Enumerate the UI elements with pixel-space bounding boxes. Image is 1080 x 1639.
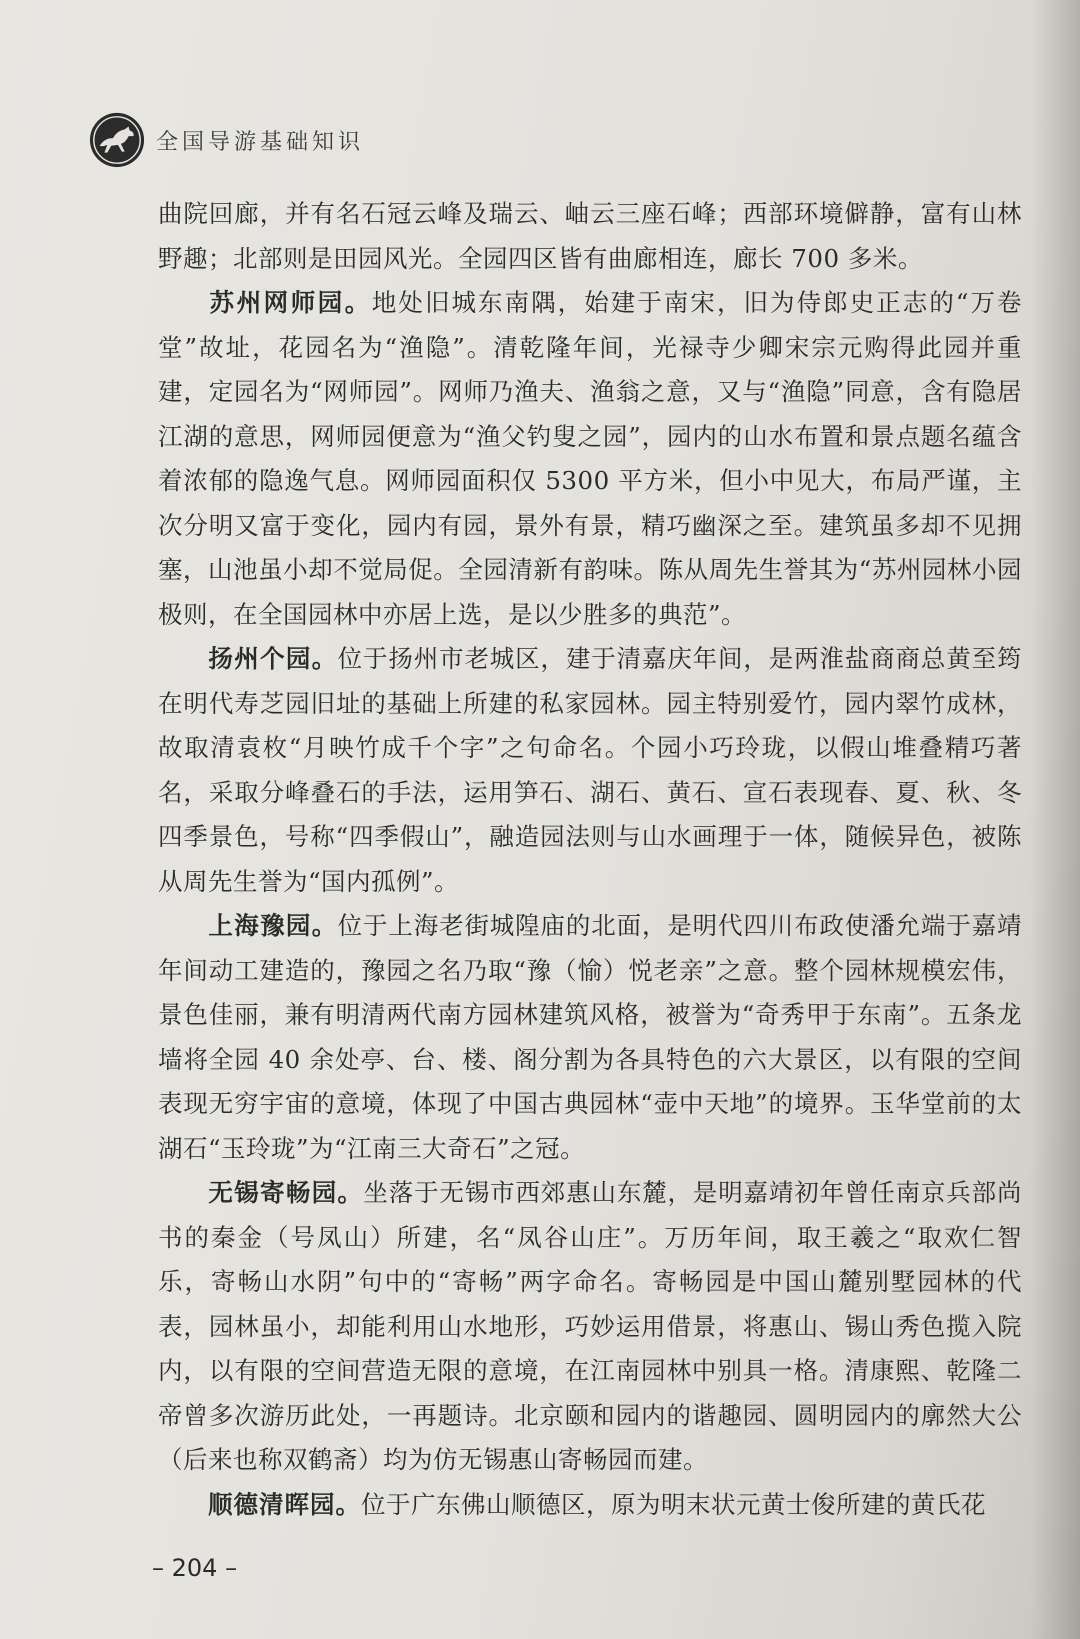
running-header <box>88 110 364 170</box>
paragraph <box>158 904 1022 1171</box>
paragraph-text: 位于广东佛山顺德区，原为明末状元黄士俊所建的黄氏花 <box>361 1489 986 1519</box>
paragraph <box>158 637 1022 904</box>
paragraph-term: 上海豫园。 <box>208 911 338 940</box>
body-text <box>158 192 1022 1527</box>
paragraph-term: 扬州个园。 <box>208 644 338 673</box>
paragraph <box>158 1171 1022 1483</box>
paragraph-text: 坐落于无锡市西郊惠山东麓，是明嘉靖初年曾任南京兵部尚书的秦金（号凤山）所建，名“凤谷山庄”。万历年间，取王羲之“取欢仁智乐，寄畅山水阴”句中的“寄畅”两字命名。寄畅园是中国山麓别墅园林的代表，园林虽小，却能利用山水地形，巧妙运用借景，将惠山、锡山秀色揽入院内，以有限的空间营造无限的意境，在江南园林中别具一格。清康熙、乾隆二帝曾多次游历此处，一再题诗。北京颐和园内的谐趣园、圆明园内的廓然大公（后来也称双鹤斋）均为仿无锡惠山寄畅园而建。 <box>158 1178 1022 1474</box>
paragraph-text: 曲院回廊，并有名石冠云峰及瑞云、岫云三座石峰；西部环境僻静，富有山林野趣；北部则是田园风光。全园四区皆有曲廊相连，廊长 700 多米。 <box>158 199 1022 273</box>
paragraph <box>158 281 1022 637</box>
header-title: 全国导游基础知识 <box>156 129 365 155</box>
paragraph-text: 位于扬州市老城区，建于清嘉庆年间，是两淮盐商商总黄至筠在明代寿芝园旧址的基础上所建的私家园林。园主特别爱竹，园内翠竹成林，故取清袁枚“月映竹成千个字”之句命名。个园小巧玲珑，以假山堆叠精巧著名，采取分峰叠石的手法，运用笋石、湖石、黄石、宣石表现春、夏、秋、冬四季景色，号称“四季假山”，融造园法则与山水画理于一体，随候异色，被陈从周先生誉为“国内孤例”。 <box>158 644 1022 896</box>
paragraph-term: 无锡寄畅园。 <box>208 1178 364 1207</box>
paragraph-text: 位于上海老街城隍庙的北面，是明代四川布政使潘允端于嘉靖年间动工建造的，豫园之名乃取“豫（愉）悦老亲”之意。整个园林规模宏伟，景色佳丽，兼有明清两代南方园林建筑风格，被誉为“奇秀甲于东南”。五条龙墙将全园 40 余处亭、台、楼、阁分割为各具特色的六大景区，以有限的空间表现无穷宇宙的意境，体现了中国古典园林“壶中天地”的境界。玉华堂前的太湖石“玉玲珑”为“江南三大奇石”之冠。 <box>158 911 1022 1163</box>
paragraph-term: 顺德清晖园。 <box>208 1489 361 1519</box>
paragraph <box>158 192 1022 281</box>
spine-shadow <box>1030 0 1080 1639</box>
paragraph-term: 苏州网师园。 <box>208 288 372 317</box>
paragraph <box>158 1483 1022 1528</box>
page-number: – 204 – <box>152 1554 238 1582</box>
paragraph-text: 地处旧城东南隅，始建于南宋，旧为侍郎史正志的“万卷堂”故址，花园名为“渔隐”。清乾隆年间，光禄寺少卿宋宗元购得此园并重建，定园名为“网师园”。网师乃渔夫、渔翁之意，又与“渔隐”同意，含有隐居江湖的意思，网师园便意为“渔父钓叟之园”，园内的山水布置和景点题名蕴含着浓郁的隐逸气息。网师园面积仅 5300 平方米，但小中见大，布局严谨，主次分明又富于变化，园内有园，景外有景，精巧幽深之至。建筑虽多却不见拥塞，山池虽小却不觉局促。全园清新有韵味。陈从周先生誉其为“苏州园林小园极则，在全国园林中亦居上选，是以少胜多的典范”。 <box>158 288 1023 629</box>
horse-emblem-icon <box>88 111 146 169</box>
